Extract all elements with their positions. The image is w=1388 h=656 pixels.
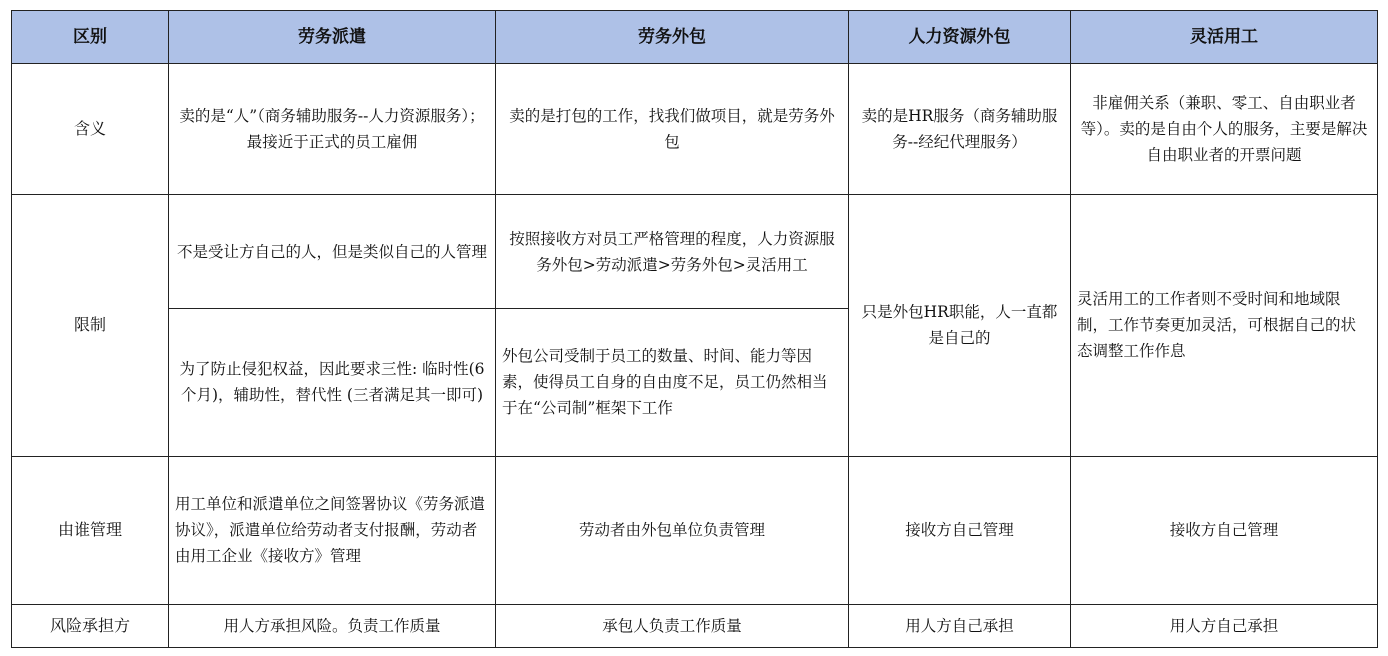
table-row-manage (12, 456, 1378, 605)
row-label-manage: 由谁管理 (12, 456, 169, 605)
cell-meaning-dispatch: 卖的是“人”（商务辅助服务--人力资源服务）；最接近于正式的员工雇佣 (169, 64, 496, 195)
comparison-table-container (11, 10, 1377, 648)
cell-limit-dispatch-2: 为了防止侵犯权益，因此要求三性: 临时性(6个月)，辅助性，替代性 (三者满足其一即可) (169, 309, 496, 457)
table-row-risk (12, 605, 1378, 648)
cell-limit-hr-outsourcing: 只是外包HR职能，人一直都是自己的 (849, 195, 1071, 456)
header-row (12, 11, 1378, 64)
cell-risk-outsourcing: 承包人负责工作质量 (496, 605, 849, 648)
header-cell-flexible-employment: 灵活用工 (1071, 11, 1378, 64)
cell-risk-dispatch: 用人方承担风险。负责工作质量 (169, 605, 496, 648)
cell-limit-outsourcing-2: 外包公司受制于员工的数量、时间、能力等因素，使得员工自身的自由度不足，员工仍然相当于在“公司制”框架下工作 (496, 309, 849, 457)
header-cell-difference: 区别 (12, 11, 169, 64)
table-row-limit-1 (12, 195, 1378, 309)
cell-meaning-outsourcing: 卖的是打包的工作，找我们做项目，就是劳务外包 (496, 64, 849, 195)
cell-risk-flexible: 用人方自己承担 (1071, 605, 1378, 648)
cell-manage-outsourcing: 劳动者由外包单位负责管理 (496, 456, 849, 605)
cell-risk-hr-outsourcing: 用人方自己承担 (849, 605, 1071, 648)
cell-limit-dispatch-1: 不是受让方自己的人，但是类似自己的人管理 (169, 195, 496, 309)
cell-manage-hr-outsourcing: 接收方自己管理 (849, 456, 1071, 605)
row-label-limit: 限制 (12, 195, 169, 456)
row-label-meaning: 含义 (12, 64, 169, 195)
header-cell-labor-outsourcing: 劳务外包 (496, 11, 849, 64)
cell-limit-flexible: 灵活用工的工作者则不受时间和地域限制，工作节奏更加灵活，可根据自己的状态调整工作作息 (1071, 195, 1378, 456)
header-cell-hr-outsourcing: 人力资源外包 (849, 11, 1071, 64)
cell-limit-outsourcing-1: 按照接收方对员工严格管理的程度，人力资源服务外包>劳动派遣>劳务外包>灵活用工 (496, 195, 849, 309)
cell-meaning-hr-outsourcing: 卖的是HR服务（商务辅助服务--经纪代理服务） (849, 64, 1071, 195)
row-label-risk: 风险承担方 (12, 605, 169, 648)
cell-meaning-flexible: 非雇佣关系（兼职、零工、自由职业者等）。卖的是自由个人的服务，主要是解决自由职业者的开票问题 (1071, 64, 1378, 195)
cell-manage-dispatch: 用工单位和派遣单位之间签署协议《劳务派遣协议》，派遣单位给劳动者支付报酬，劳动者由用工企业《接收方》管理 (169, 456, 496, 605)
cell-manage-flexible: 接收方自己管理 (1071, 456, 1378, 605)
header-cell-labor-dispatch: 劳务派遣 (169, 11, 496, 64)
comparison-table (11, 10, 1378, 648)
table-row-meaning (12, 64, 1378, 195)
